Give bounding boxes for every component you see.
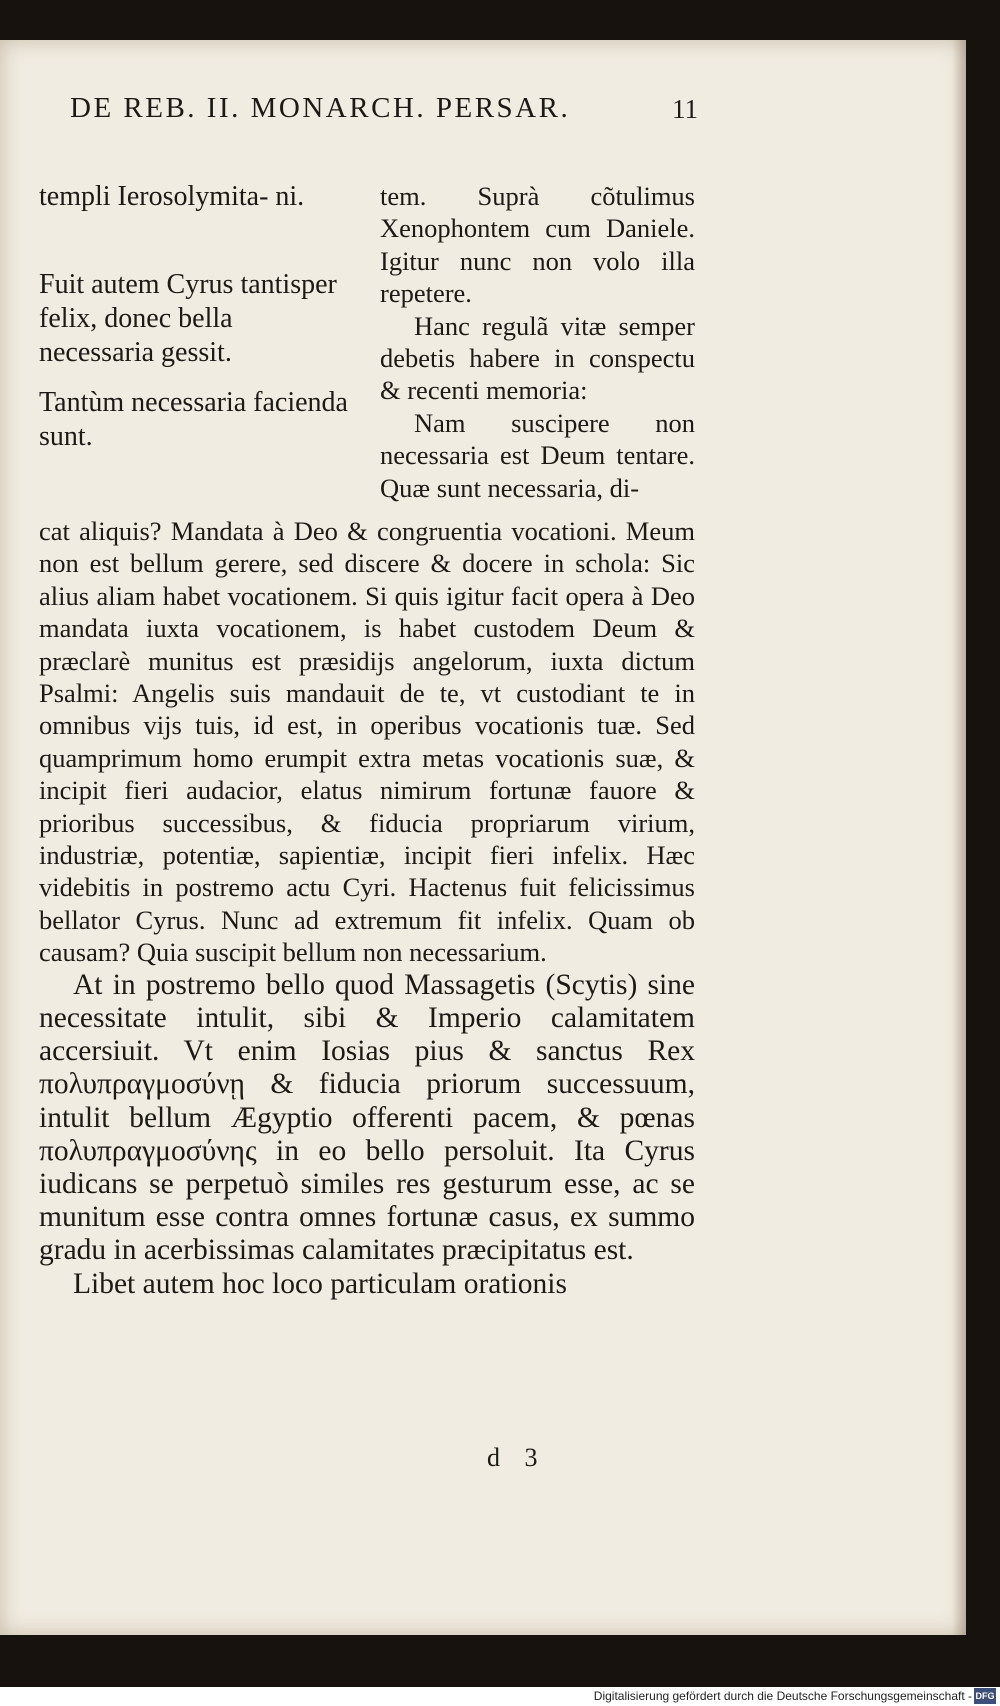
book-page: [0, 40, 966, 1635]
paragraph: Hanc regulã vitæ semper debetis habere in conspectu & recenti memoria:: [380, 310, 695, 406]
page-number: 11: [672, 94, 698, 124]
margin-note: Fuit autem Cyrus tantisper felix, donec bella necessaria gessit.: [39, 269, 337, 368]
footer-credit: Digitalisierung gefördert durch die Deutsche Forschungsgemeinschaft -: [593, 1689, 972, 1703]
margin-note: Tantùm necessaria facienda sunt.: [39, 387, 348, 452]
right-column: [380, 180, 695, 504]
main-text: [39, 515, 695, 1301]
paragraph: At in postremo bello quod Massagetis (Scytis) sine necessitate intulit, sibi & Imperio calamitatem accersiuit. Vt enim Iosias pius & sanctus Rex πολυπραγμοσύνῃ & fiducia priorum successuum, intulit bellum Ægyptio offerenti pacem, & pœnas πολυπραγμοσύνης in eo bello persoluit. Ita Cyrus iudicans se perpetuò similes res gesturum esse, ac se munitum esse contra omnes fortunæ casus, ex summo gradu in acerbissimas calamitates præcipitatus est.: [39, 968, 695, 1267]
footer-bar: [0, 1687, 1000, 1706]
dfg-logo-icon: DFG: [974, 1688, 996, 1704]
paragraph: cat aliquis? Mandata à Deo & congruentia vocationi. Meum non est bellum gerere, sed discere & docere in schola: Sic alius aliam habet vocationem. Si quis igitur facit opera à Deo mandata iuxta vocationem, is habet custodem Deum & præclarè munitus est præsidijs angelorum, iuxta dictum Psalmi: Angelis suis mandauit de te, vt custodiant te in omnibus vijs tuis, id est, in operibus vocationis tuæ. Sed quamprimum homo erumpit extra metas vocationis suæ, & incipit fieri audacior, elatus nimirum fortunæ fauore & prioribus successibus, & fiducia propriarum virium, industriæ, potentiæ, sapientiæ, incipit fieri infelix. Hæc videbitis in postremo actu Cyri. Hactenus fuit felicissimus bellator Cyrus. Nunc ad extremum fit infelix. Quam ob causam? Quia suscipit bellum non necessarium.: [39, 516, 695, 968]
margin-notes: [39, 180, 349, 454]
paragraph: tem. Suprà cõtulimus Xenophontem cum Daniele. Igitur nunc non volo illa repetere.: [380, 181, 695, 309]
running-head: DE REB. II. MONARCH. PERSAR.: [70, 92, 571, 124]
paragraph: Libet autem hoc loco particulam orationis: [73, 1267, 567, 1300]
margin-note: templi Ierosolymita- ni.: [39, 181, 305, 212]
paragraph: Nam suscipere non necessaria est Deum tentare. Quæ sunt necessaria, di-: [380, 407, 695, 503]
signature-mark: d 3: [487, 1443, 538, 1472]
